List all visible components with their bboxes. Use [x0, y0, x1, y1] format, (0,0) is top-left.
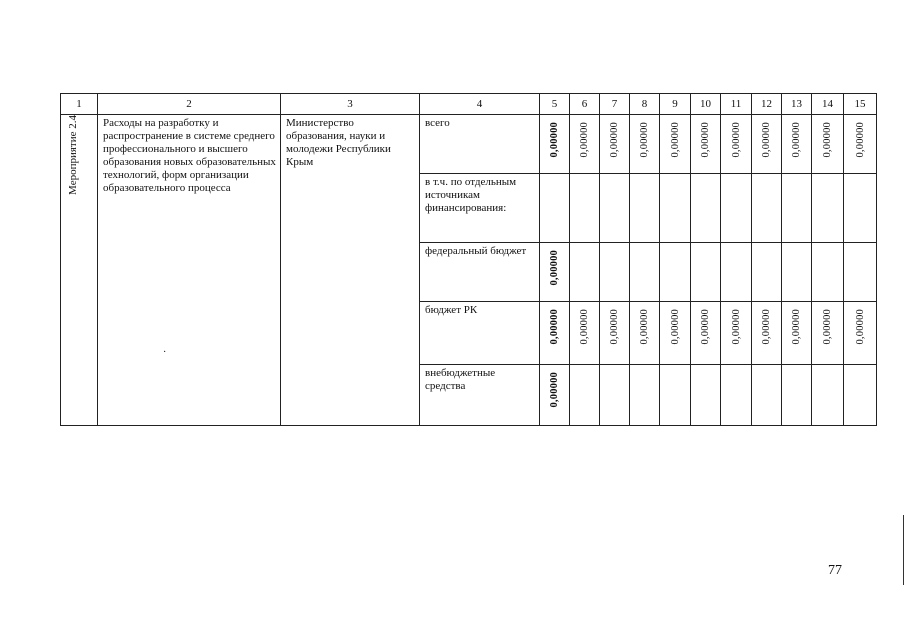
page-number: 77: [828, 563, 842, 578]
header-cell: 2: [98, 94, 281, 115]
activity-executor-cell: [281, 115, 420, 426]
value-cell: [782, 302, 812, 365]
source-cell: [420, 174, 540, 243]
source-cell: [420, 302, 540, 365]
value-cell: [630, 115, 660, 174]
value: 0,00000: [669, 309, 681, 345]
source-label: внебюджетные средства: [425, 367, 496, 392]
value: 0,00000: [730, 122, 742, 158]
value-cell: [570, 302, 600, 365]
header-cell: 7: [600, 94, 630, 115]
value-cell: [844, 302, 877, 365]
value: 0,00000: [791, 122, 802, 158]
value: 0,00000: [549, 122, 560, 158]
value-cell: [812, 243, 844, 302]
value-cell: [782, 243, 812, 302]
value-cell: [540, 174, 570, 243]
header-cell: 5: [540, 94, 570, 115]
value-cell: [630, 302, 660, 365]
budget-table: [60, 93, 877, 426]
value-cell: [660, 365, 691, 426]
value-cell: [752, 115, 782, 174]
value-cell: [782, 115, 812, 174]
value: 0,00000: [700, 309, 711, 345]
value: 0,00000: [822, 309, 833, 345]
value-cell: [782, 174, 812, 243]
value: 0,00000: [669, 122, 681, 158]
activity-description: Расходы на разработку и распространение в системе среднего профессионального и высшего образования новых образовательных технологий, форм организации образовательного процесса: [103, 117, 276, 194]
value-cell: [721, 174, 752, 243]
value: 0,00000: [579, 309, 590, 345]
header-cell: 1: [61, 94, 98, 115]
value-cell: [844, 174, 877, 243]
value-cell: [721, 365, 752, 426]
header-cell: 15: [844, 94, 877, 115]
header-cell: 13: [782, 94, 812, 115]
value: 0,00000: [761, 309, 772, 345]
value-cell: [812, 365, 844, 426]
value-cell: [570, 115, 600, 174]
value-cell: [721, 243, 752, 302]
header-cell: 14: [812, 94, 844, 115]
table-row: [61, 115, 877, 174]
value: 0,00000: [549, 372, 560, 408]
header-cell: 10: [691, 94, 721, 115]
header-cell: 6: [570, 94, 600, 115]
activity-description-cell: [98, 115, 281, 426]
value-cell: [540, 115, 570, 174]
value: 0,00000: [579, 122, 590, 158]
value-cell: [570, 365, 600, 426]
value-cell: [600, 243, 630, 302]
value-cell: [660, 115, 691, 174]
value-cell: [812, 302, 844, 365]
value-cell: [600, 115, 630, 174]
value: 0,00000: [854, 309, 866, 345]
value-cell: [570, 174, 600, 243]
value: 0,00000: [549, 250, 560, 286]
value-cell: [691, 302, 721, 365]
source-label: бюджет РК: [425, 304, 478, 316]
value-cell: [844, 243, 877, 302]
activity-executor: Министерство образования, науки и молодежи Республики Крым: [286, 117, 391, 168]
header-cell: 12: [752, 94, 782, 115]
value-cell: [721, 115, 752, 174]
activity-label: Мероприятие 2.4: [67, 115, 79, 195]
value-cell: [691, 115, 721, 174]
value-cell: [630, 243, 660, 302]
activity-label-cell: [61, 115, 98, 426]
header-cell: 9: [660, 94, 691, 115]
value-cell: [844, 365, 877, 426]
value-cell: [540, 302, 570, 365]
header-row: [61, 94, 877, 115]
value: 0,00000: [639, 309, 650, 345]
value-cell: [630, 174, 660, 243]
value-cell: [752, 365, 782, 426]
header-cell: 11: [721, 94, 752, 115]
value-cell: [600, 302, 630, 365]
value-cell: [782, 365, 812, 426]
value: 0,00000: [791, 309, 802, 345]
source-cell: [420, 115, 540, 174]
source-label: федеральный бюджет: [425, 245, 527, 257]
value-cell: [812, 174, 844, 243]
source-cell: [420, 365, 540, 426]
value-cell: [600, 174, 630, 243]
value-cell: [721, 302, 752, 365]
scan-margin-line: [903, 515, 904, 585]
header-cell: 4: [420, 94, 540, 115]
value-cell: [540, 243, 570, 302]
scan-mark: ·: [163, 347, 167, 358]
header-cell: 8: [630, 94, 660, 115]
value-cell: [540, 365, 570, 426]
source-label: в т.ч. по отдельным источникам финансирования:: [425, 176, 517, 214]
value: 0,00000: [609, 122, 620, 158]
value: 0,00000: [761, 122, 772, 158]
source-label: всего: [425, 117, 450, 129]
value: 0,00000: [822, 122, 833, 158]
value-cell: [660, 302, 691, 365]
value: 0,00000: [854, 122, 866, 158]
value-cell: [752, 302, 782, 365]
value: 0,00000: [549, 309, 560, 345]
value: 0,00000: [730, 309, 742, 345]
value: 0,00000: [700, 122, 711, 158]
header-cell: 3: [281, 94, 420, 115]
value-cell: [691, 243, 721, 302]
value-cell: [660, 174, 691, 243]
value-cell: [752, 243, 782, 302]
source-cell: [420, 243, 540, 302]
value-cell: [630, 365, 660, 426]
value-cell: [691, 174, 721, 243]
value-cell: [844, 115, 877, 174]
value-cell: [660, 243, 691, 302]
value-cell: [570, 243, 600, 302]
value-cell: [752, 174, 782, 243]
value: 0,00000: [639, 122, 650, 158]
value-cell: [600, 365, 630, 426]
value-cell: [691, 365, 721, 426]
value: 0,00000: [609, 309, 620, 345]
value-cell: [812, 115, 844, 174]
